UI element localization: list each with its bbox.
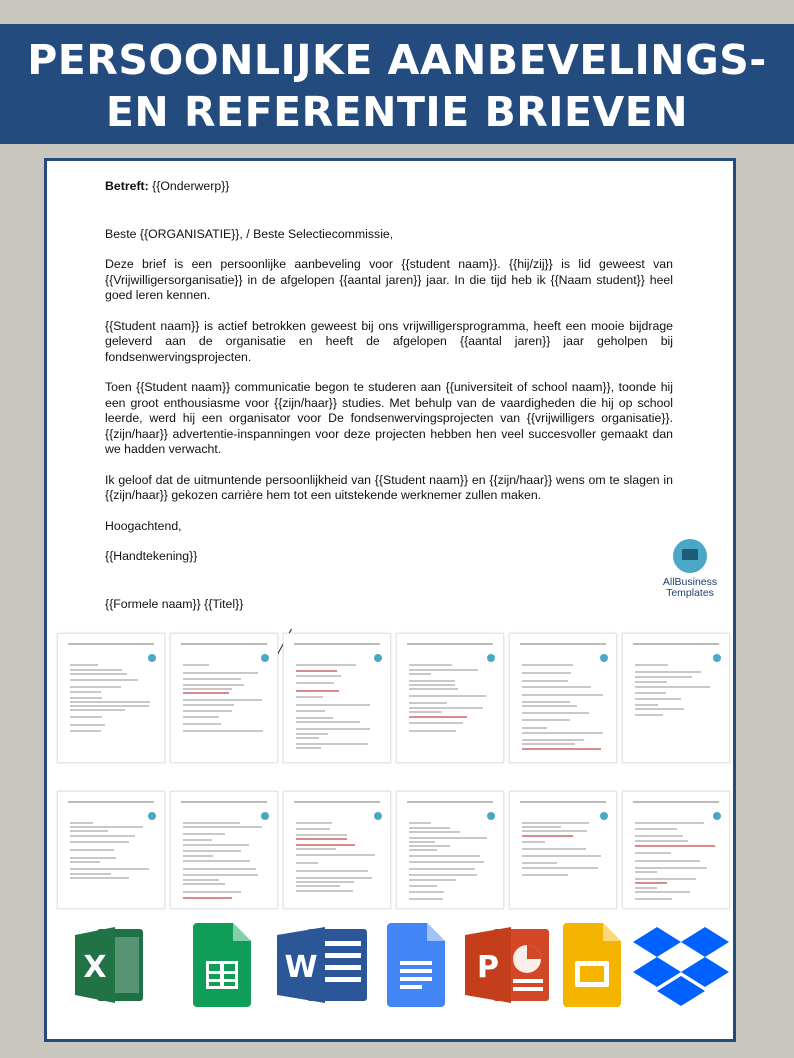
thumbnail-header xyxy=(68,801,154,803)
thumbnail-text-line xyxy=(409,868,475,870)
thumbnail-text-line xyxy=(409,874,477,876)
thumbnail-text-line xyxy=(409,702,447,704)
thumbnail-text-line xyxy=(522,874,568,876)
logo-dot-icon xyxy=(487,654,495,662)
thumbnail-text-line xyxy=(70,861,100,863)
thumbnail-text-line xyxy=(522,835,573,837)
thumbnail-text-line xyxy=(296,890,353,892)
thumbnail-text-line xyxy=(296,828,330,830)
thumbnail-text-line xyxy=(70,873,111,875)
thumbnail-text-line xyxy=(183,868,256,870)
thumbnail-text-line xyxy=(522,727,547,729)
thumbnail-text-line xyxy=(522,705,577,707)
thumbnail-text-line xyxy=(296,747,321,749)
thumbnail-text-line xyxy=(183,860,250,862)
thumbnail-text-line xyxy=(522,664,573,666)
thumbnail-text-line xyxy=(409,898,443,900)
thumbnail-text-line xyxy=(409,849,437,851)
logo-text-line2: Templates xyxy=(666,587,714,599)
thumbnail-text-line xyxy=(70,835,135,837)
name-title-placeholder: {{Formele naam}} {{Titel}} xyxy=(105,596,244,611)
thumbnail-text-line xyxy=(183,897,232,899)
thumbnail-text-line xyxy=(183,684,244,686)
logo-dot-icon xyxy=(148,654,156,662)
logo-dot-icon xyxy=(600,812,608,820)
thumbnail-text-line xyxy=(409,845,450,847)
thumbnail-header xyxy=(407,643,493,645)
thumbnail-text-line xyxy=(183,678,241,680)
thumbnail-text-line xyxy=(635,671,701,673)
thumbnail-text-line xyxy=(183,672,258,674)
thumbnail-text-line xyxy=(183,692,229,694)
thumbnail-text-line xyxy=(70,826,143,828)
template-thumbnail xyxy=(283,633,391,763)
thumbnail-text-line xyxy=(296,881,354,883)
thumbnail-text-line xyxy=(522,841,545,843)
template-thumbnail xyxy=(509,791,617,909)
thumbnail-header xyxy=(633,801,719,803)
logo-dot-icon xyxy=(261,812,269,820)
thumbnail-text-line xyxy=(296,877,372,879)
dropbox-icon[interactable] xyxy=(633,927,729,1007)
salutation: Beste {{ORGANISATIE}}, / Beste Selectiecommissie, xyxy=(105,226,394,241)
thumbnail-text-line xyxy=(296,710,325,712)
powerpoint-icon[interactable] xyxy=(465,923,551,1007)
thumbnail-text-line xyxy=(409,669,478,671)
thumbnail-text-line xyxy=(296,848,336,850)
template-thumbnail xyxy=(622,791,730,909)
logo-text-line1: AllBusiness xyxy=(662,576,718,588)
thumbnail-text-line xyxy=(635,681,667,683)
thumbnail-text-line xyxy=(296,834,347,836)
thumbnail-header xyxy=(181,801,267,803)
google-slides-icon[interactable] xyxy=(563,923,621,1007)
thumbnail-text-line xyxy=(70,849,114,851)
thumbnail-text-line xyxy=(409,707,483,709)
subject-label: Betreft: xyxy=(105,179,149,193)
thumbnail-text-line xyxy=(635,845,715,847)
thumbnail-text-line xyxy=(522,712,589,714)
thumbnail-text-line xyxy=(522,862,557,864)
thumbnail-text-line xyxy=(409,885,437,887)
thumbnail-header xyxy=(407,801,493,803)
thumbnail-text-line xyxy=(183,839,212,841)
thumbnail-text-line xyxy=(522,719,570,721)
thumbnail-text-line xyxy=(70,724,105,726)
thumbnail-text-line xyxy=(522,748,601,750)
thumbnail-text-line xyxy=(409,831,460,833)
thumbnail-text-line xyxy=(70,841,129,843)
thumbnail-text-line xyxy=(183,879,219,881)
google-docs-icon[interactable] xyxy=(387,923,445,1007)
logo-dot-icon xyxy=(600,654,608,662)
thumbnail-text-line xyxy=(635,828,677,830)
thumbnail-text-line xyxy=(409,822,431,824)
thumbnail-text-line xyxy=(296,704,370,706)
excel-icon[interactable] xyxy=(75,923,145,1007)
template-thumbnail xyxy=(283,791,391,909)
paragraph-3: Toen {{Student naam}} communicatie begon te studeren aan {{universiteit of school naam}}, toonde hij een groot enthousiasme voor {{zijn/haar}} studies. Met behulp van de vaardigheden die hij op school leerde, werd hij een organisator voor De fondsenwervingsprojecten van {{vrijwilligers organisatie}}. {{zijn/haar}} advertentie-inspanningen voor deze projecten hebben hen veel succesvoller gemaakt dan we hadden verwacht. xyxy=(105,380,673,456)
thumbnail-text-line xyxy=(183,730,263,732)
template-thumbnail xyxy=(509,633,617,763)
thumbnail-text-line xyxy=(522,848,586,850)
thumbnail-text-line xyxy=(635,871,657,873)
thumbnail-text-line xyxy=(522,830,587,832)
svg-text:P: P xyxy=(477,950,499,985)
document-preview xyxy=(44,158,736,1042)
thumbnail-text-line xyxy=(409,673,431,675)
thumbnail-text-line xyxy=(409,841,435,843)
thumbnail-text-line xyxy=(183,874,258,876)
thumbnail-text-line xyxy=(409,680,455,682)
title-banner xyxy=(0,24,794,144)
thumbnail-text-line xyxy=(635,860,700,862)
thumbnail-text-line xyxy=(183,826,262,828)
thumbnail-text-line xyxy=(296,696,323,698)
thumbnail-text-line xyxy=(409,879,456,881)
thumbnail-text-line xyxy=(635,852,671,854)
thumbnail-text-line xyxy=(635,882,667,884)
thumbnail-text-line xyxy=(409,711,442,713)
subject-value: {{Onderwerp}} xyxy=(152,179,230,193)
template-thumbnail xyxy=(170,791,278,909)
letter-body xyxy=(105,179,673,627)
thumbnail-text-line xyxy=(296,737,319,739)
thumbnail-header xyxy=(520,643,606,645)
logo-dot-icon xyxy=(148,812,156,820)
thumbnail-text-line xyxy=(635,676,692,678)
thumbnail-text-line xyxy=(409,861,484,863)
thumbnail-text-line xyxy=(183,704,234,706)
thumbnail-text-line xyxy=(70,705,149,707)
thumbnail-text-line xyxy=(183,844,249,846)
thumbnail-text-line xyxy=(70,730,101,732)
logo-dot-icon xyxy=(713,812,721,820)
template-thumbnail xyxy=(170,633,278,763)
thumbnail-text-line xyxy=(183,822,240,824)
thumbnail-text-line xyxy=(635,867,707,869)
thumbnail-text-line xyxy=(183,699,262,701)
thumbnail-header xyxy=(294,643,380,645)
thumbnail-text-line xyxy=(296,822,332,824)
thumbnail-text-line xyxy=(296,862,318,864)
thumbnail-text-line xyxy=(296,664,356,666)
thumbnail-text-line xyxy=(296,870,368,872)
logo-dot-icon xyxy=(713,654,721,662)
banner-title-line1: PERSOONLIJKE AANBEVELINGS- xyxy=(27,36,767,84)
thumbnail-text-line xyxy=(635,708,684,710)
thumbnail-text-line xyxy=(296,721,360,723)
thumbnail-text-line xyxy=(296,854,375,856)
thumbnail-text-line xyxy=(522,867,598,869)
thumbnail-header xyxy=(181,643,267,645)
thumbnail-text-line xyxy=(522,822,589,824)
thumbnail-text-line xyxy=(635,822,704,824)
thumbnail-text-line xyxy=(296,844,355,846)
template-thumbnails xyxy=(53,629,733,909)
thumbnail-text-line xyxy=(70,868,149,870)
logo-dot-icon xyxy=(261,654,269,662)
thumbnail-text-line xyxy=(522,686,591,688)
thumbnail-text-line xyxy=(635,698,681,700)
thumbnail-text-line xyxy=(409,664,452,666)
paragraph-4: Ik geloof dat de uitmuntende persoonlijkheid van {{Student naam}} en {{zijn/haar}} wens om te slagen in {{zijn/haar}} gekozen carrière hem tot een uitstekende werknemer zullen maken. xyxy=(105,472,673,502)
thumbnail-text-line xyxy=(409,684,455,686)
word-icon[interactable] xyxy=(277,923,369,1007)
thumbnail-header xyxy=(633,643,719,645)
thumbnail-text-line xyxy=(70,709,125,711)
svg-text:X: X xyxy=(83,950,107,985)
thumbnail-text-line xyxy=(296,838,347,840)
thumbnail-text-line xyxy=(296,885,340,887)
paragraph-2: {{Student naam}} is actief betrokken geweest bij ons vrijwilligersprogramma, heeft een mooie bijdrage geleverd aan de organisatie en heeft de afgelopen {{aantal jaren}} jaar geholpen bij fondsenwervingsprojecten. xyxy=(105,318,673,364)
template-thumbnail xyxy=(57,791,165,909)
logo-dot-icon xyxy=(374,812,382,820)
thumbnail-text-line xyxy=(183,664,209,666)
thumbnail-text-line xyxy=(409,695,486,697)
thumbnail-text-line xyxy=(183,833,225,835)
thumbnail-text-line xyxy=(409,722,463,724)
thumbnail-text-line xyxy=(70,664,98,666)
thumbnail-text-line xyxy=(635,898,672,900)
thumbnail-text-line xyxy=(409,730,456,732)
thumbnail-text-line xyxy=(70,716,102,718)
thumbnail-text-line xyxy=(635,835,683,837)
thumbnail-text-line xyxy=(70,679,138,681)
thumbnail-text-line xyxy=(70,669,122,671)
thumbnail-text-line xyxy=(635,878,696,880)
thumbnail-text-line xyxy=(635,664,668,666)
thumbnail-text-line xyxy=(183,710,232,712)
thumbnail-text-line xyxy=(296,690,339,692)
thumbnail-text-line xyxy=(522,701,570,703)
signature-placeholder: {{Handtekening}} xyxy=(105,549,198,563)
thumbnail-text-line xyxy=(70,673,127,675)
template-thumbnail xyxy=(396,633,504,763)
google-sheets-icon[interactable] xyxy=(193,923,251,1007)
thumbnail-text-line xyxy=(70,822,93,824)
thumbnail-text-line xyxy=(70,857,116,859)
thumbnail-text-line xyxy=(635,686,710,688)
thumbnail-text-line xyxy=(522,672,571,674)
thumbnail-text-line xyxy=(183,716,219,718)
thumbnail-text-line xyxy=(183,723,221,725)
logo-dot-icon xyxy=(374,654,382,662)
thumbnail-text-line xyxy=(296,743,368,745)
thumbnail-text-line xyxy=(409,891,444,893)
thumbnail-text-line xyxy=(183,883,225,885)
thumbnail-text-line xyxy=(70,877,129,879)
thumbnail-text-line xyxy=(635,840,688,842)
thumbnail-text-line xyxy=(70,691,101,693)
thumbnail-text-line xyxy=(70,701,150,703)
app-icons-row xyxy=(47,909,733,1039)
thumbnail-header xyxy=(520,801,606,803)
thumbnail-text-line xyxy=(183,688,232,690)
thumbnail-text-line xyxy=(409,827,450,829)
thumbnail-text-line xyxy=(409,716,467,718)
template-thumbnail xyxy=(396,791,504,909)
thumbnail-text-line xyxy=(296,717,333,719)
thumbnail-text-line xyxy=(70,830,108,832)
thumbnail-text-line xyxy=(522,680,568,682)
thumbnail-text-line xyxy=(409,688,458,690)
thumbnail-text-line xyxy=(296,670,337,672)
thumbnail-text-line xyxy=(635,887,657,889)
paragraph-1: Deze brief is een persoonlijke aanbeveling voor {{student naam}}. {{hij/zij}} is lid geweest van {{Vrijwilligersorganisatie}} in de afgelopen {{aantal jaren}} jaar. In die tijd heb ik {{Naam student}} heel goed leren kennen. xyxy=(105,257,673,302)
banner-title-line2: EN REFERENTIE BRIEVEN xyxy=(105,88,689,136)
thumbnail-text-line xyxy=(409,837,487,839)
thumbnail-text-line xyxy=(296,675,341,677)
closing: Hoogachtend, xyxy=(105,518,182,533)
thumbnail-text-line xyxy=(635,704,658,706)
allbusiness-logo xyxy=(650,539,730,599)
thumbnail-text-line xyxy=(635,891,690,893)
thumbnail-header xyxy=(294,801,380,803)
thumbnail-text-line xyxy=(183,855,213,857)
thumbnail-text-line xyxy=(296,728,370,730)
thumbnail-text-line xyxy=(70,686,121,688)
thumbnail-text-line xyxy=(522,826,561,828)
thumbnail-text-line xyxy=(522,732,603,734)
thumbnail-text-line xyxy=(183,850,241,852)
thumbnail-text-line xyxy=(635,692,666,694)
thumbnail-text-line xyxy=(70,697,102,699)
thumbnail-text-line xyxy=(296,733,328,735)
laptop-icon xyxy=(673,539,707,573)
thumbnail-text-line xyxy=(522,739,584,741)
template-thumbnail xyxy=(57,633,165,763)
thumbnail-text-line xyxy=(635,714,663,716)
logo-dot-icon xyxy=(487,812,495,820)
thumbnail-text-line xyxy=(522,855,601,857)
svg-text:W: W xyxy=(284,950,318,985)
thumbnail-text-line xyxy=(522,743,575,745)
thumbnail-text-line xyxy=(296,682,334,684)
thumbnail-text-line xyxy=(522,694,603,696)
template-thumbnail xyxy=(622,633,730,763)
thumbnail-text-line xyxy=(409,855,480,857)
thumbnail-text-line xyxy=(183,891,241,893)
thumbnail-header xyxy=(68,643,154,645)
